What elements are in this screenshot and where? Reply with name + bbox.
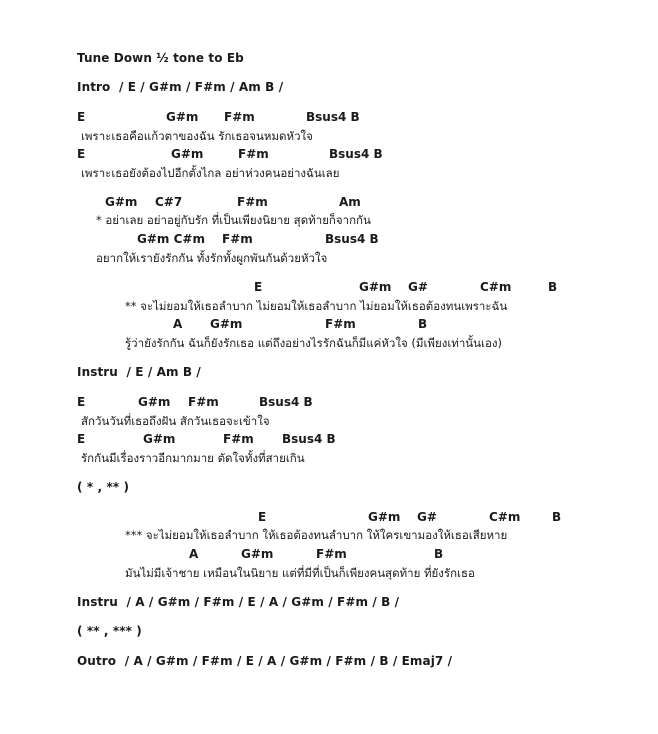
outro-line: Outro / A / G#m / F#m / E / A / G#m / F#m / B / Emaj7 / [77, 654, 453, 668]
chord: E [77, 395, 86, 409]
chord: F#m [224, 110, 255, 124]
chord: G#m [368, 510, 401, 524]
chord: F#m [223, 432, 254, 446]
lyric-line: รู้ว่ายังรักกัน ฉันก็ยังรักเธอ แต่ถึงอย่างไรรักฉันก็มีแค่หัวใจ (มีเพียงเท่านั้นเอง) [125, 336, 502, 350]
repeat-marker: ( * , ** ) [77, 480, 130, 494]
chord: Bsus4 B [282, 432, 336, 446]
chord: B [434, 547, 444, 561]
lyric-line: เพราะเธอคือแก้วตาของฉัน รักเธอจนหมดหัวใจ [81, 129, 313, 143]
chord: F#m [188, 395, 219, 409]
instrumental-line: Instru / A / G#m / F#m / E / A / G#m / F#m / B / [77, 595, 400, 609]
chord: F#m [238, 147, 269, 161]
chord: G#m [143, 432, 176, 446]
chord: C#m [489, 510, 521, 524]
chord: G#m [138, 395, 171, 409]
chord: B [552, 510, 562, 524]
intro-line: Intro / E / G#m / F#m / Am B / [77, 80, 284, 94]
chord: E [77, 147, 86, 161]
chord: G#m C#m [137, 232, 205, 246]
chord: Bsus4 B [325, 232, 379, 246]
chord: B [548, 280, 558, 294]
chord: G#m [105, 195, 138, 209]
chord: F#m [316, 547, 347, 561]
chord: E [254, 280, 263, 294]
lyric-line: ** จะไม่ยอมให้เธอลำบาก ไม่ยอมให้เธอลำบาก ไม่ยอมให้เธอต้องทนเพราะฉัน [125, 299, 508, 313]
chord: A [189, 547, 199, 561]
chord: G#m [171, 147, 204, 161]
chord: G#m [359, 280, 392, 294]
chord: Bsus4 B [329, 147, 383, 161]
chord: C#m [480, 280, 512, 294]
tuning-note: Tune Down ½ tone to Eb [77, 51, 244, 65]
lyric-line: มันไม่มีเจ้าชาย เหมือนในนิยาย แต่ที่มีที่เป็นก็เพียงคนสุดท้าย ที่ยังรักเธอ [125, 566, 475, 580]
chord: Bsus4 B [259, 395, 313, 409]
instrumental-line: Instru / E / Am B / [77, 365, 201, 379]
lyric-line: * อย่าเลย อย่าอยู่กับรัก ที่เป็นเพียงนิยาย สุดท้ายก็จากกัน [96, 213, 371, 227]
lyric-line: สักวันวันที่เธอถึงฝัน สักวันเธอจะเข้าใจ [81, 414, 270, 428]
lyric-line: รักกันมีเรื่องราวอีกมากมาย ตัดใจทั้งที่สายเกิน [81, 451, 305, 465]
chord: Am [339, 195, 361, 209]
chord: G# [408, 280, 428, 294]
chord: G#m [241, 547, 274, 561]
chord: E [258, 510, 267, 524]
chord: A [173, 317, 183, 331]
chord: F#m [325, 317, 356, 331]
lyric-line: *** จะไม่ยอมให้เธอลำบาก ให้เธอต้องทนลำบาก ให้ใครเขามองให้เธอเสียหาย [125, 528, 508, 542]
repeat-marker: ( ** , *** ) [77, 624, 142, 638]
chord: G#m [210, 317, 243, 331]
chord: F#m [237, 195, 268, 209]
chord: E [77, 110, 86, 124]
lyric-line: อยากให้เรายังรักกัน ทั้งรักทั้งผูกพันกันด้วยหัวใจ [96, 251, 328, 265]
chord: Bsus4 B [306, 110, 360, 124]
lyric-line: เพราะเธอยังต้องไปอีกตั้งไกล อย่าห่วงคนอย่างฉันเลย [81, 166, 340, 180]
chord: G#m [166, 110, 199, 124]
chord: C#7 [155, 195, 183, 209]
chord: G# [417, 510, 437, 524]
chord: E [77, 432, 86, 446]
chord: B [418, 317, 428, 331]
chord: F#m [222, 232, 253, 246]
